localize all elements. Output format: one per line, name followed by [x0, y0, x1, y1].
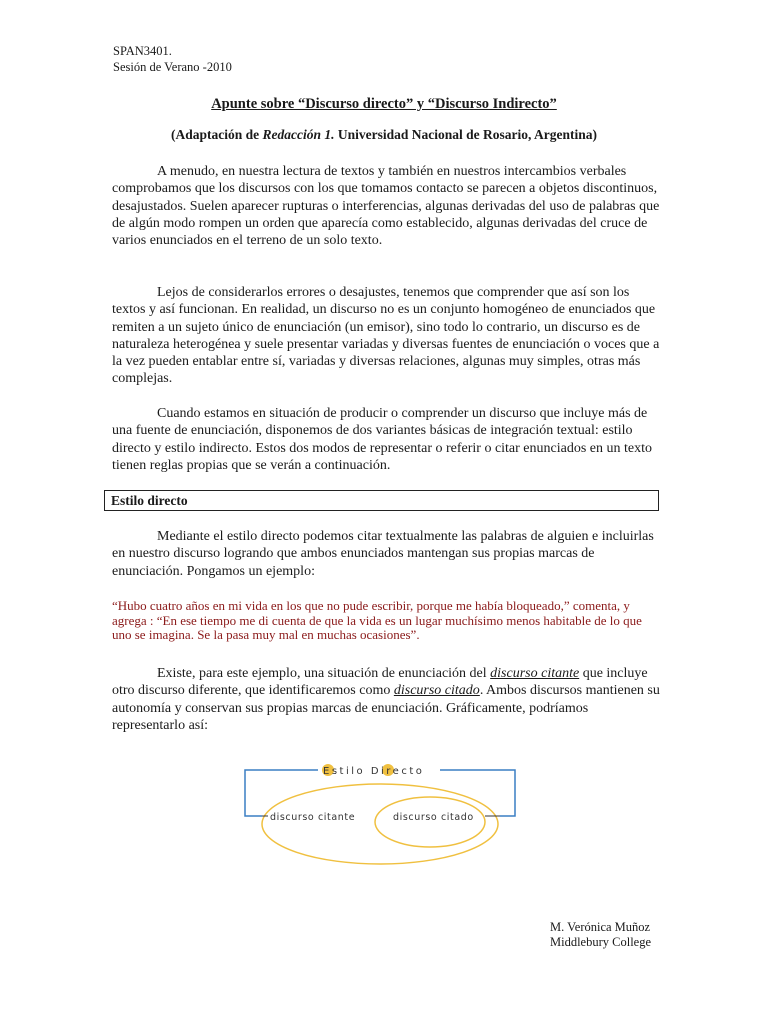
page-title: Apunte sobre “Discurso directo” y “Discurso Indirecto”	[211, 96, 557, 112]
document-header	[113, 43, 232, 75]
explain-part3: . Ambos discursos mantienen su autonomía y conservan sus propias marcas de enunciación. Gráficamente, podríamos representarlo así:	[112, 683, 660, 733]
example-quote: “Hubo cuatro años en mi vida en los que no pude escribir, porque me había bloqueado,” comenta, y agrega : “En ese tiempo me di cuenta de que la vida es un lugar muchísimo menos habitable de lo que uno se imagina. Se la pasa muy mal en muchas ocasiones”.	[112, 598, 642, 643]
diagram-title-stilo: stilo	[331, 766, 371, 777]
outer-ellipse	[262, 784, 498, 864]
diagram-title	[323, 766, 424, 777]
subtitle-prefix: (Adaptación de	[170, 127, 263, 142]
diagram-title-irecto: irecto	[381, 766, 425, 777]
section-heading-box	[104, 490, 659, 511]
diagram-inner-label: discurso citado	[393, 812, 474, 823]
subtitle-book: Redacción 1.	[262, 127, 335, 142]
course-code: SPAN3401.	[113, 44, 172, 58]
paragraph-3	[112, 405, 660, 474]
explain-paragraph	[112, 665, 660, 734]
paragraph-2-text: Lejos de considerarlos errores o desajustes, tenemos que comprender que así son los textos y así funcionan. En realidad, un discurso no es un conjunto homogéneo de enunciados que remiten a un sujeto único de enunciación (un emisor), sino todo lo contrario, un discurso es de naturaleza heterogénea y suele presentar variadas y diversas fuentes de enunciación o voces que a la vez pueden entablar entre sí, variadas y diversas relaciones, algunas muy simples, otras más complejas.	[112, 285, 660, 387]
subtitle-rest: Universidad Nacional de Rosario, Argentina)	[334, 127, 598, 142]
explain-part1: Existe, para este ejemplo, una situación de enunciación del	[157, 666, 491, 681]
institution-name: Middlebury College	[550, 935, 652, 949]
diagram-title-e: E	[323, 766, 332, 777]
diagram-title-d: D	[370, 766, 382, 777]
session-label: Sesión de Verano -2010	[113, 60, 232, 74]
author-name: M. Verónica Muñoz	[550, 920, 651, 934]
paragraph-3-text: Cuando estamos en situación de producir o comprender un discurso que incluye más de una fuente de enunciación, disponemos de dos variantes básicas de integración textual: estilo directo y estilo indirecto. Estos dos modos de representar o referir o citar enunciados en un texto tienen reglas propias que se verán a continuación.	[112, 406, 652, 473]
estilo-directo-diagram	[230, 760, 530, 870]
term-discurso-citado: discurso citado	[393, 683, 480, 699]
section-intro	[112, 528, 660, 580]
section-heading: Estilo directo	[111, 493, 188, 508]
section-intro-text: Mediante el estilo directo podemos citar textualmente las palabras de alguien e incluirlas en nuestro discurso logrando que ambos enunciados mantengan sus propias marcas de enunciación. Pongamos un ejemplo:	[112, 529, 654, 579]
paragraph-2	[112, 284, 660, 388]
paragraph-1	[112, 163, 660, 249]
paragraph-1-text: A menudo, en nuestra lectura de textos y también en nuestros intercambios verbales comprobamos que los discursos con los que tomamos contacto se parecen a objetos discontinuos, desajustados. Suelen aparecer rupturas o interferencias, algunas derivadas del uso de palabras que de algún modo rompen un orden que aparecía como establecido, algunas derivadas del cruce de varios enunciados en el terreno de un solo texto.	[112, 164, 660, 249]
document-footer	[550, 920, 710, 950]
explain-part2: que incluye otro discurso diferente, que identificaremos como	[112, 666, 648, 699]
term-discurso-citante: discurso citante	[490, 666, 580, 681]
page-subtitle	[0, 127, 768, 143]
diagram-outer-label: discurso citante	[270, 812, 356, 823]
